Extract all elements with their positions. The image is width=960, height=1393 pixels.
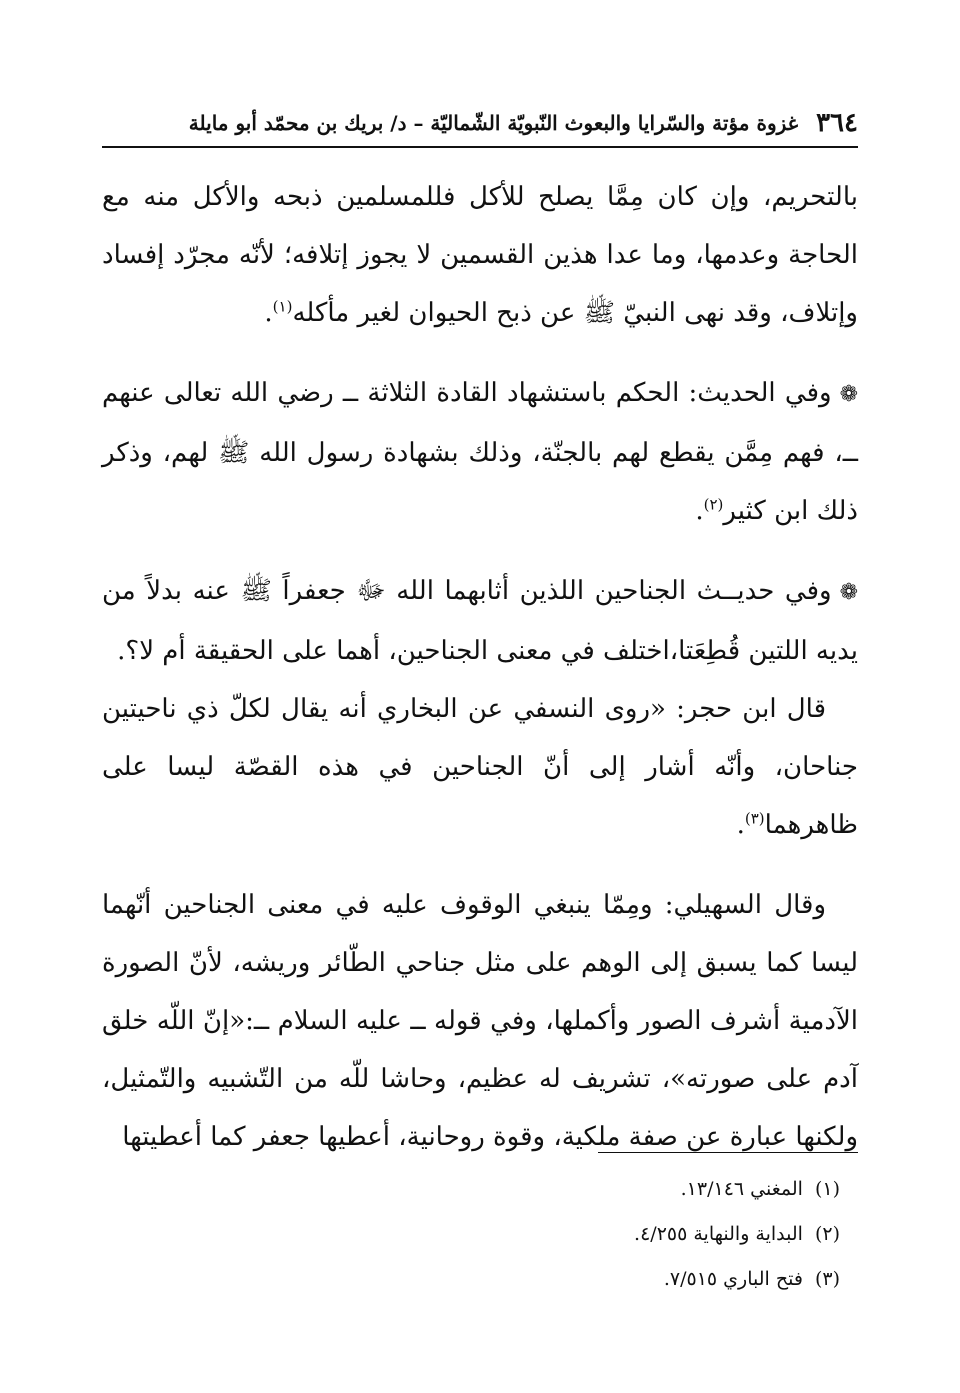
- footnote-ref-3[interactable]: (٣): [744, 809, 765, 828]
- footnote-3: (٣)فتح الباري ٧/٥١٥.: [663, 1268, 840, 1290]
- footnote-2: (٢)البداية والنهاية ٤/٢٥٥.: [634, 1223, 840, 1245]
- paragraph-5: وقال السهيلي: ومِمّا ينبغي الوقوف عليه في معنى الجناحين أنّهما ليسا كما يسبق إلى الوهم على مثل جناحي الطّائر وريشه، لأنّ الصورة الآدمية أشرف الصور وأكملها، وفي قوله ــ عليه السلام ــ:«إنّ اللّه خلق آدم على صورته»، تشريف له عظيم، وحاشا للّه من التّشبيه والتّمثيل، ولكنها عبارة عن صفة ملكية، وقوة روحانية، أعطيها جعفر كما أعطيتها: [102, 890, 858, 1152]
- paragraph-4: قال ابن حجر: «روى النسفي عن البخاري أنه يقال لكلّ ذي ناحيتين جناحان، وأنّه أشار إلى أنّ الجناحين في هذه القصّة ليسا على ظاهرهما$^{(٣)}$.: [102, 694, 858, 840]
- running-title: غزوة مؤتة والسّرايا والبعوث النّبويّة الشّماليّة – د/ بريك بن محمّد أبو مايلة: [188, 111, 799, 135]
- paragraph-3: ❁وفي حديــث الجناحين اللذين أثابهما الله ﷻ جعفراً ﷺ عنه بدلاً من يديه اللتين قُطِعَتا،اختلف في معنى الجناحين، أهما على الحقيقة أم لا؟.: [102, 562, 858, 680]
- footnote-ref-2[interactable]: (٢): [703, 495, 724, 514]
- footnote-1: (١)المغني ١٣/١٤٦.: [680, 1178, 840, 1200]
- footnote-separator: [598, 1152, 858, 1153]
- footnote-ref-1[interactable]: (١): [272, 297, 293, 316]
- page-number: ٣٦٤: [816, 108, 858, 138]
- footnotes: [102, 1167, 840, 1302]
- page-header: [102, 100, 858, 148]
- paragraph-1: بالتحريم، وإن كان مِمَّا يصلح للأكل فللمسلمين ذبحه والأكل منه مع الحاجة وعدمها، وما عدا هذين القسمين لا يجوز إتلافه؛ لأنّه مجرّد إفساد وإتلاف، وقد نهى النبيّ ﷺ عن ذبح الحيوان لغير مأكله$^{(١)}$.: [102, 182, 858, 328]
- flower-ornament-icon: ❁: [839, 580, 858, 605]
- paragraph-2: ❁وفي الحديث: الحكم باستشهاد القادة الثلاثة ــ رضي الله تعالى عنهم ــ، فهم مِمَّن يقطع لهم بالجنّة، وذلك بشهادة رسول الله ﷺ لهم، وذكر ذلك ابن كثير$^{(٢)}$.: [102, 364, 858, 540]
- body-text: [102, 168, 858, 1166]
- flower-ornament-icon: ❁: [839, 382, 858, 407]
